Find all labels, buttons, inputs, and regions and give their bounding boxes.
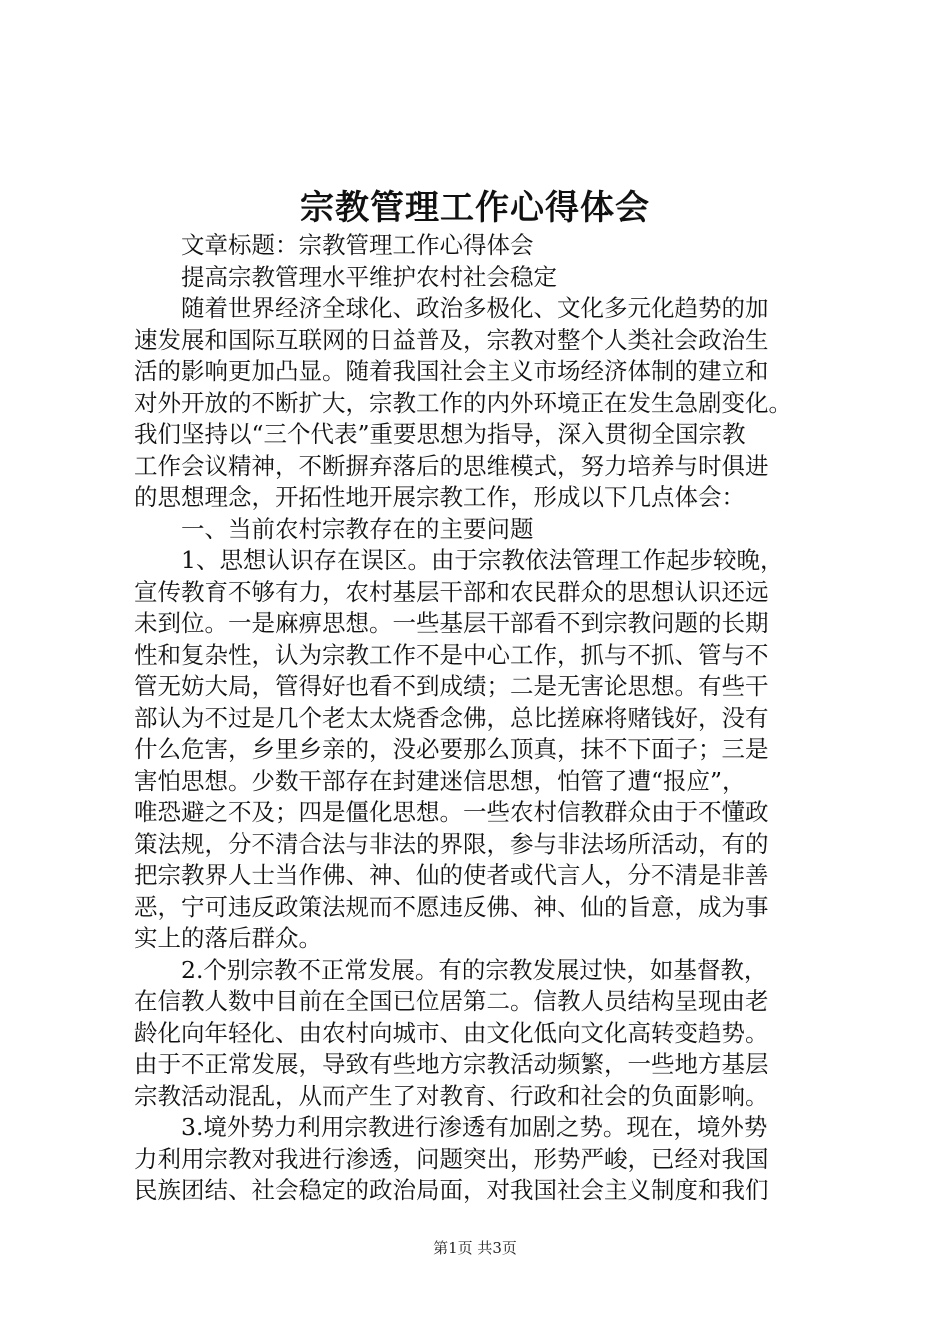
text-line: 实上的落后群众。	[134, 924, 322, 952]
text-line: 工作会议精神，不断摒弃落后的思维模式，努力培养与时俱进	[134, 451, 769, 480]
text-line: 宗教活动混乱，从而产生了对教育、行政和社会的负面影响。	[134, 1081, 769, 1110]
text-line: 唯恐避之不及；四是僵化思想。一些农村信教群众由于不懂政	[134, 798, 769, 826]
text-line: 1、思想认识存在误区。由于宗教依法管理工作起步较晚，	[181, 546, 784, 574]
text-line: 的思想理念，开拓性地开展宗教工作，形成以下几点体会：	[134, 483, 745, 511]
text-line: 一、当前农村宗教存在的主要问题	[181, 514, 534, 543]
text-line: 部认为不过是几个老太太烧香念佛，总比搓麻将赌钱好，没有	[134, 703, 769, 732]
text-line: 性和复杂性，认为宗教工作不是中心工作，抓与不抓、管与不	[134, 640, 769, 669]
text-line: 提高宗教管理水平维护农村社会稳定	[181, 262, 557, 291]
text-line: 3.境外势力利用宗教进行渗透有加剧之势。现在，境外势	[181, 1113, 768, 1141]
text-line: 随着世界经济全球化、政治多极化、文化多元化趋势的加	[181, 294, 769, 322]
text-line: 龄化向年轻化、由农村向城市、由文化低向文化高转变趋势。	[134, 1018, 769, 1047]
text-line: 未到位。一是麻痹思想。一些基层干部看不到宗教问题的长期	[134, 609, 769, 637]
text-line: 在信教人数中目前在全国已位居第二。信教人员结构呈现由老	[134, 987, 769, 1015]
text-line: 活的影响更加凸显。随着我国社会主义市场经济体制的建立和	[134, 357, 769, 385]
text-line: 文章标题：宗教管理工作心得体会	[181, 231, 534, 259]
text-line: 策法规，分不清合法与非法的界限，参与非法场所活动，有的	[134, 829, 769, 858]
text-line: 宣传教育不够有力，农村基层干部和农民群众的思想认识还远	[134, 577, 769, 606]
text-line: 民族团结、社会稳定的政治局面，对我国社会主义制度和我们	[134, 1176, 769, 1204]
text-line: 什么危害，乡里乡亲的，没必要那么顶真，抹不下面子；三是	[134, 735, 769, 763]
text-line: 管无妨大局，管得好也看不到成绩；二是无害论思想。有些干	[134, 672, 769, 700]
text-line: 力利用宗教对我进行渗透，问题突出，形势严峻，已经对我国	[134, 1144, 769, 1173]
page-footer: 第1页 共3页	[433, 1239, 517, 1257]
text-line: 对外开放的不断扩大，宗教工作的内外环境正在发生急剧变化。	[134, 388, 792, 417]
text-line: 恶，宁可违反政策法规而不愿违反佛、神、仙的旨意，成为事	[134, 892, 769, 921]
text-line: 把宗教界人士当作佛、神、仙的使者或代言人，分不清是非善	[134, 861, 769, 889]
text-line: 2.个别宗教不正常发展。有的宗教发展过快，如基督教，	[181, 955, 768, 984]
document-body	[134, 230, 836, 1207]
text-line: 我们坚持以“三个代表”重要思想为指导，深入贯彻全国宗教	[134, 420, 746, 448]
document-title: 宗教管理工作心得体会	[300, 188, 650, 228]
text-line: 速发展和国际互联网的日益普及，宗教对整个人类社会政治生	[134, 325, 769, 354]
text-line: 害怕思想。少数干部存在封建迷信思想，怕管了遭“报应”，	[134, 766, 746, 795]
text-line: 由于不正常发展，导致有些地方宗教活动频繁，一些地方基层	[134, 1050, 769, 1078]
